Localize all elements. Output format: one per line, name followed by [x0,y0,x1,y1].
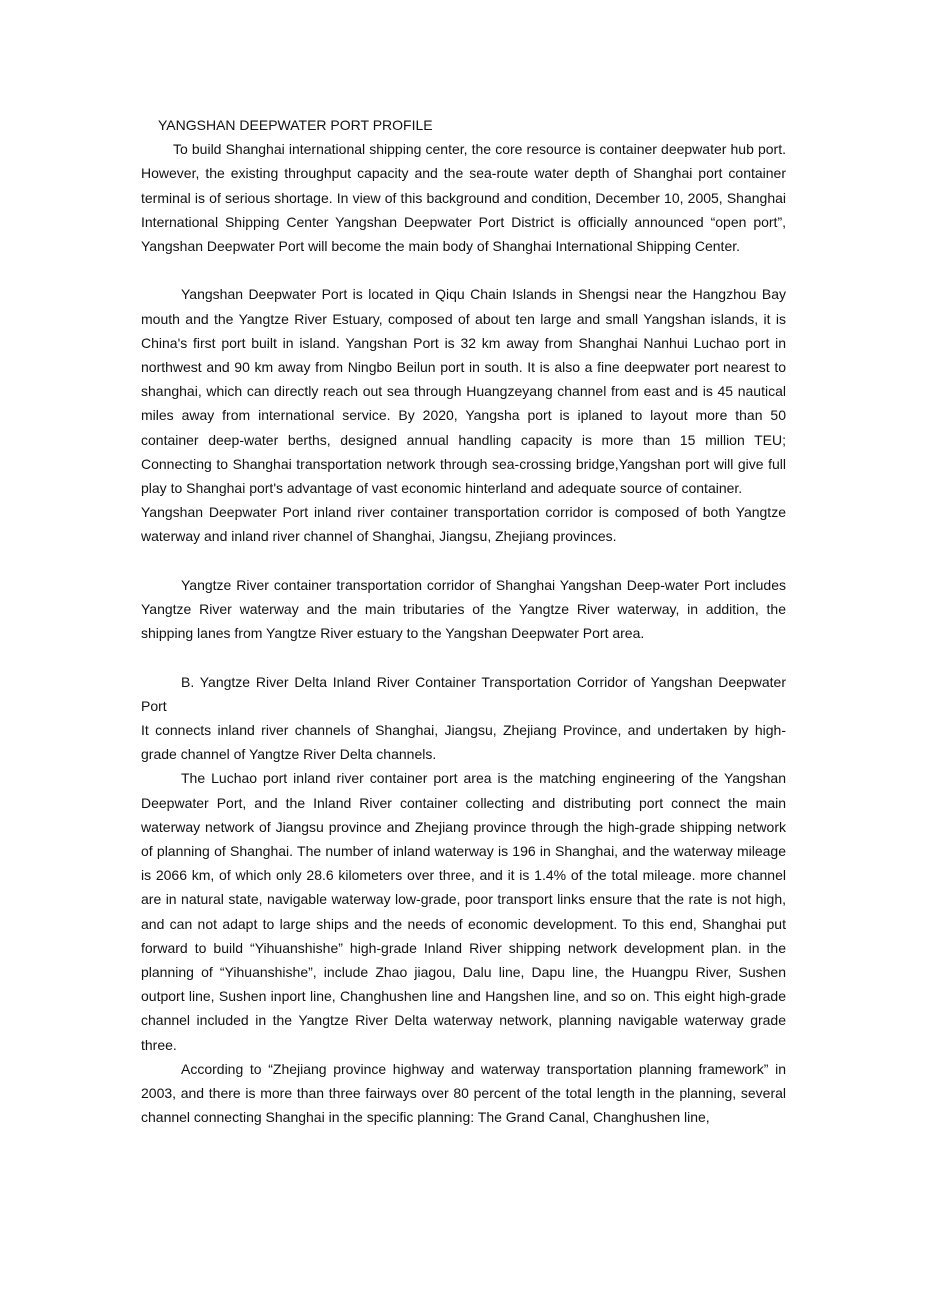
paragraph-gap [141,645,786,669]
document-page [141,113,786,1129]
paragraph-gap [141,549,786,573]
document-title: YANGSHAN DEEPWATER PORT PROFILE [158,117,433,133]
section-heading-b: B. Yangtze River Delta Inland River Container Transportation Corridor of Yangshan Deepwater Port [141,673,786,714]
paragraph-location: Yangshan Deepwater Port is located in Qiqu Chain Islands in Shengsi near the Hangzhou Bay mouth and the Yangtze River Estuary, composed of about ten large and small Yangshan islands, it is China's first port built in island. Yangshan Port is 32 km away from Shanghai Nanhui Luchao port in northwest and 90 km away from Ningbo Beilun port in south. It is also a fine deepwater port nearest to shanghai, which can directly reach out sea through Huangzeyang channel from east and is 45 nautical miles away from international service. By 2020, Yangsha port is iplaned to layout more than 50 container deep-water berths, designed annual handling capacity is more than 15 million TEU; Connecting to Shanghai transportation network through sea-crossing bridge,Yangshan port will give full play to Shanghai port's advantage of vast economic hinterland and adequate source of container. [141,286,786,497]
paragraph-intro: To build Shanghai international shipping center, the core resource is container deepwater hub port. However, the existing throughput capacity and the sea-route water depth of Shanghai port container terminal is of serious shortage. In view of this background and condition, December 10, 2005, Shanghai International Shipping Center Yangshan Deepwater Port District is officially announced “open port”, Yangshan Deepwater Port will become the main body of Shanghai International Shipping Center. [141,141,786,255]
paragraph-corridor: Yangshan Deepwater Port inland river container transportation corridor is composed of both Yangtze waterway and inland river channel of Shanghai, Jiangsu, Zhejiang provinces. [141,504,786,545]
paragraph-gap [141,258,786,282]
paragraph-yangtze-corridor: Yangtze River container transportation corridor of Shanghai Yangshan Deep-water Port includes Yangtze River waterway and the main tributaries of the Yangtze River waterway, in addition, the shipping lanes from Yangtze River estuary to the Yangshan Deepwater Port area. [141,576,786,642]
paragraph-connects: It connects inland river channels of Shanghai, Jiangsu, Zhejiang Province, and undertaken by high-grade channel of Yangtze River Delta channels. [141,722,786,763]
paragraph-zhejiang: According to “Zhejiang province highway and waterway transportation planning framework” in 2003, and there is more than three fairways over 80 percent of the total length in the planning, several channel connecting Shanghai in the specific planning: The Grand Canal, Changhushen line, [141,1060,786,1126]
paragraph-luchao: The Luchao port inland river container port area is the matching engineering of the Yangshan Deepwater Port, and the Inland River container collecting and distributing port connect the main waterway network of Jiangsu province and Zhejiang province through the high-grade shipping network of planning of Shanghai. The number of inland waterway is 196 in Shanghai, and the waterway mileage is 2066 km, of which only 28.6 kilometers over three, and it is 1.4% of the total mileage. more channel are in natural state, navigable waterway low-grade, poor transport links ensure that the rate is not high, and can not adapt to large ships and the needs of economic development. To this end, Shanghai put forward to build “Yihuanshishe” high-grade Inland River shipping network development plan. in the planning of “Yihuanshishe”, include Zhao jiagou, Dalu line, Dapu line, the Huangpu River, Sushen outport line, Sushen inport line, Changhushen line and Hangshen line, and so on. This eight high-grade channel included in the Yangtze River Delta waterway network, planning navigable waterway grade three. [141,770,786,1053]
